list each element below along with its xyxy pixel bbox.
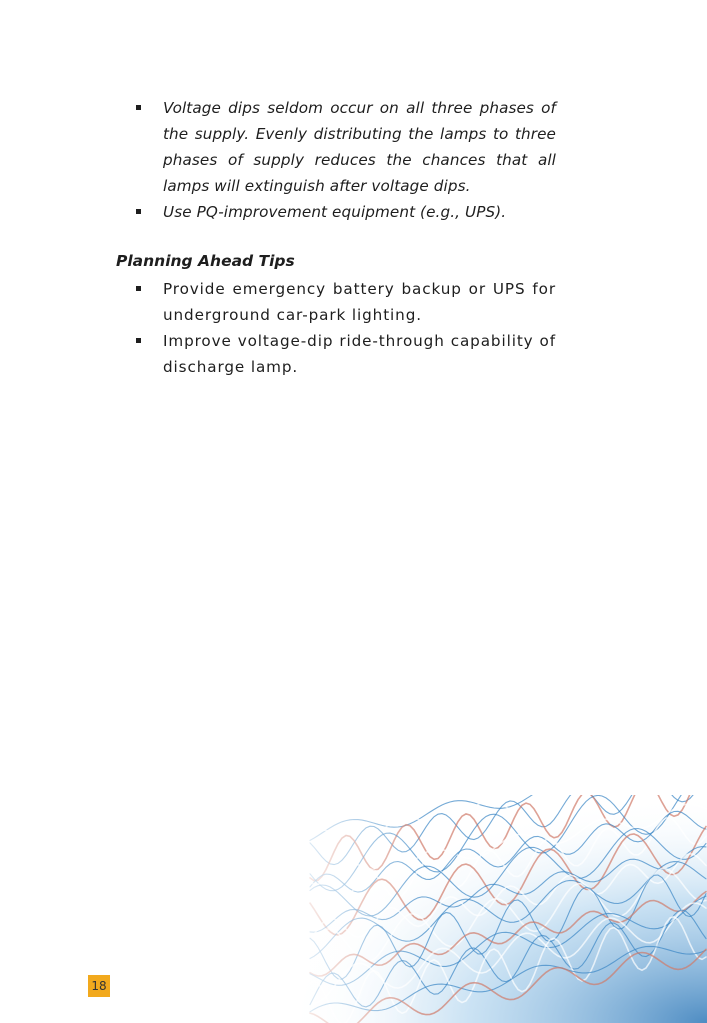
square-bullet-icon [136, 338, 141, 343]
list-item-text: Voltage dips seldom occur on all three phases of the supply. Evenly distributing the lamps to three phases of supply reduces the chances that all lamps will extinguish after voltage dips. [163, 99, 556, 195]
square-bullet-icon [136, 286, 141, 291]
page-number: 18 [88, 975, 110, 997]
measures-list [0, 95, 707, 225]
list-item [0, 276, 707, 328]
list-item [0, 328, 707, 380]
square-bullet-icon [136, 209, 141, 214]
section-heading: Planning Ahead Tips [116, 252, 295, 270]
list-item-text: Use PQ-improvement equipment (e.g., UPS). [163, 203, 507, 221]
list-item-text: Provide emergency battery backup or UPS for underground car-park lighting. [163, 280, 556, 324]
waveform-decoration [270, 795, 707, 1023]
planning-tips-list [0, 276, 707, 380]
list-item-text: Improve voltage-dip ride-through capability of discharge lamp. [163, 332, 556, 376]
square-bullet-icon [136, 105, 141, 110]
list-item [0, 199, 707, 225]
list-item [0, 95, 707, 199]
